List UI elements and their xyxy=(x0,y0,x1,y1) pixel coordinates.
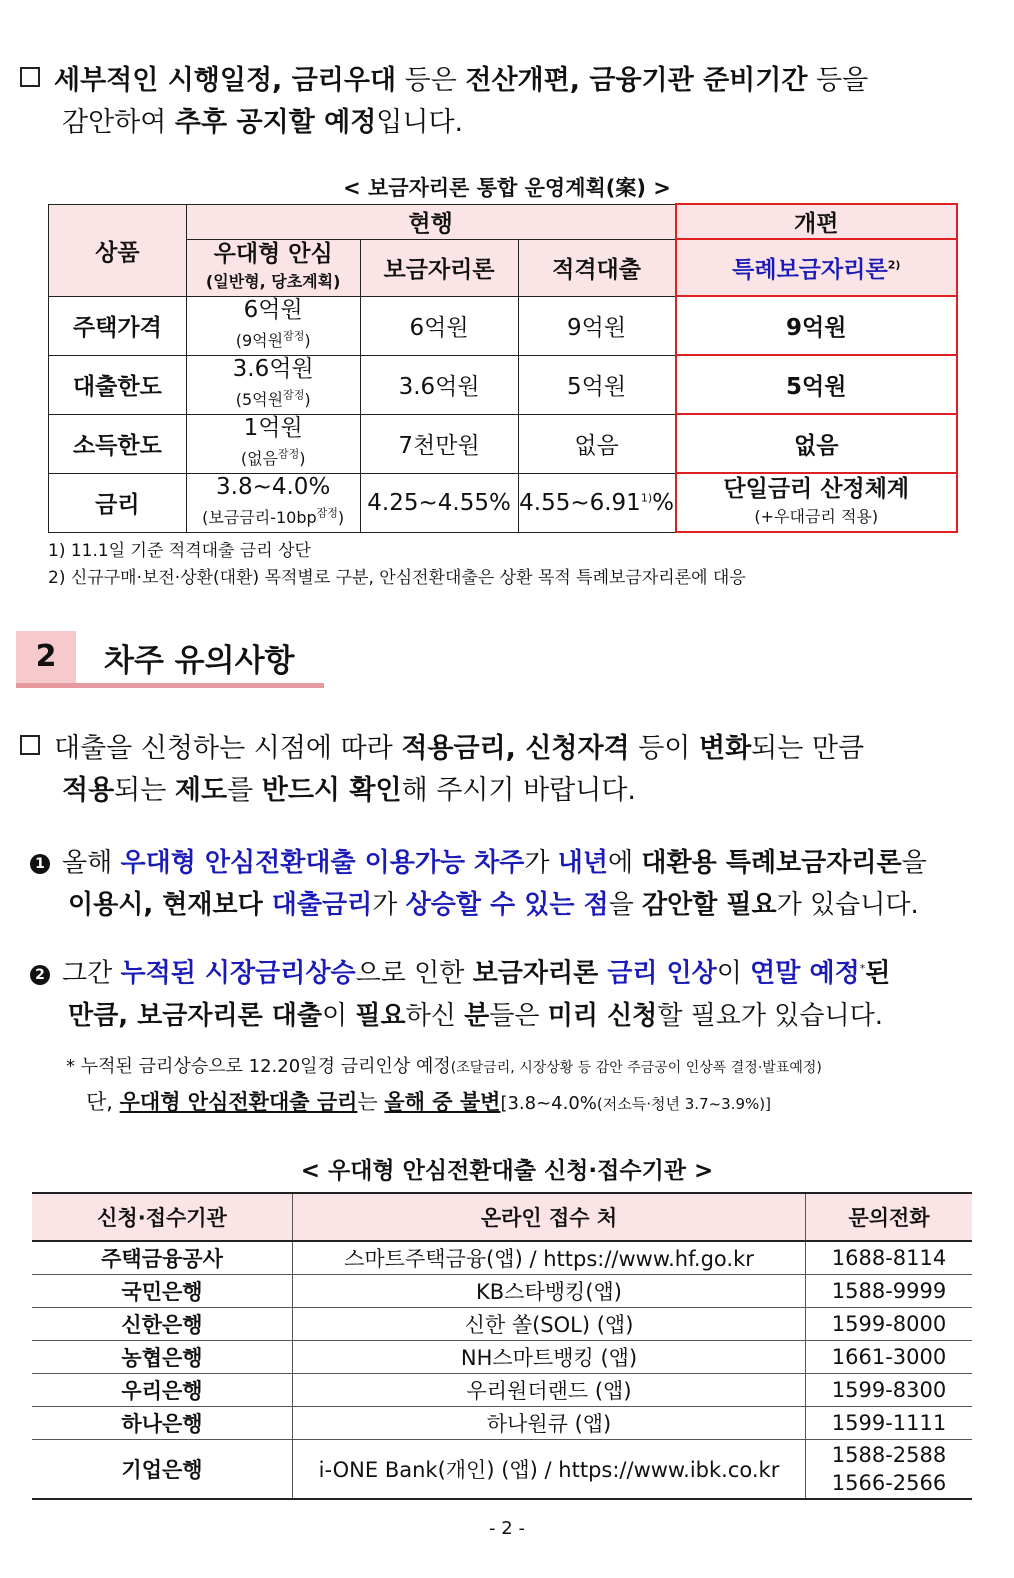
header-jeokgyeok: 적격대출 xyxy=(518,239,675,296)
number-2-icon: 2 xyxy=(30,965,50,985)
table-row: 금리 3.8~4.0% (보금금리$-10bp^{잠정}$) 4.25~4.55% 4.55~6.91$^{1)}$% 단일금리 산정체계 (+우대금리 적용) xyxy=(49,473,958,532)
page-number: - 2 - xyxy=(489,1518,525,1539)
table-row: 하나은행 하나원큐 (앱) 1599-1111 xyxy=(32,1407,972,1440)
table-row: 대출한도 3.6억원 (5억원$^{잠정}$) 3.6억원 5억원 5억원 xyxy=(49,355,958,414)
header-online: 온라인 접수 처 xyxy=(293,1193,806,1241)
header-current: 현행 xyxy=(186,204,675,239)
plan-table-caption: < 보금자리론 통합 운영계획(案) > xyxy=(343,176,671,200)
table-row: 우리은행 우리원더랜드 (앱) 1599-8300 xyxy=(32,1374,972,1407)
table-row: 주택가격 6억원 (9억원$^{잠정}$) 6억원 9억원 9억원 xyxy=(49,296,958,355)
table-row: 기업은행 i-ONE Bank(개인) (앱) / https://www.ibk.co.kr 1588-2588 1566-2566 xyxy=(32,1440,972,1500)
table-note-1: 1) 11.1일 기준 적격대출 금리 상단 xyxy=(48,541,311,561)
header-institution: 신청·접수기관 xyxy=(32,1193,293,1241)
number-1-icon: 1 xyxy=(30,854,50,874)
header-bogeumjari: 보금자리론 xyxy=(360,239,518,296)
header-special: 특례보금자리론$^{2)}$ xyxy=(676,239,957,296)
section-underline xyxy=(16,683,324,688)
notice-paragraph: 대출을 신청하는 시점에 따라 적용금리, 신청자격 등이 변화되는 만큼 적용되는 제도를 반드시 확인해 주시기 바랍니다. xyxy=(20,728,995,812)
section-title: 차주 유의사항 xyxy=(104,643,295,679)
checkbox-bullet-icon xyxy=(20,67,40,87)
institution-table xyxy=(32,1192,972,1500)
bullet-2: 2 그간 누적된 시장금리상승으로 인한 보금자리론 금리 인상이 연말 예정*된 만큼, 보금자리론 대출이 필요하신 분들은 미리 신청할 필요가 있습니다. xyxy=(30,948,1000,1037)
table-row: 소득한도 1억원 (없음$^{잠정}$) 7천만원 없음 없음 xyxy=(49,414,958,473)
section-heading xyxy=(16,631,324,687)
inst-table-caption: < 우대형 안심전환대출 신청·접수기관 > xyxy=(300,1158,714,1184)
table-row: 신한은행 신한 쏠(SOL) (앱) 1599-8000 xyxy=(32,1308,972,1341)
table-row: 농협은행 NH스마트뱅킹 (앱) 1661-3000 xyxy=(32,1341,972,1374)
header-reform: 개편 xyxy=(676,204,957,239)
checkbox-bullet-icon xyxy=(20,735,40,755)
table-note-2: 2) 신규구매·보전·상환(대환) 목적별로 구분, 안심전환대출은 상환 목적 특례보금자리론에 대응 xyxy=(48,568,746,588)
intro-paragraph: 세부적인 시행일정, 금리우대 등은 전산개편, 금융기관 준비기간 등을 감안하여 추후 공지할 예정입니다. xyxy=(20,60,995,144)
table-row: 국민은행 KB스타뱅킹(앱) 1588-9999 xyxy=(32,1275,972,1308)
header-phone: 문의전화 xyxy=(806,1193,973,1241)
header-woodae: 우대형 안심 (일반형, 당초계획) xyxy=(186,239,360,296)
section-number: 2 xyxy=(16,631,76,683)
plan-table xyxy=(48,203,958,533)
bullet-1: 1 올해 우대형 안심전환대출 이용가능 차주가 내년에 대환용 특례보금자리론을 이용시, 현재보다 대출금리가 상승할 수 있는 점을 감안할 필요가 있습니다. xyxy=(30,842,1000,926)
table-row: 주택금융공사 스마트주택금융(앱) / https://www.hf.go.kr 1688-8114 xyxy=(32,1241,972,1275)
header-product: 상품 xyxy=(49,204,187,296)
footnote: * 누적된 금리상승으로 12.20일경 금리인상 예정(조달금리, 시장상황 등 감안 주금공이 인상폭 결정·발표예정) 단, 우대형 안심전환대출 금리는 올해 중 불변[3.8~4.0%(저소득·청년 3.7~3.9%)] xyxy=(66,1056,822,1114)
